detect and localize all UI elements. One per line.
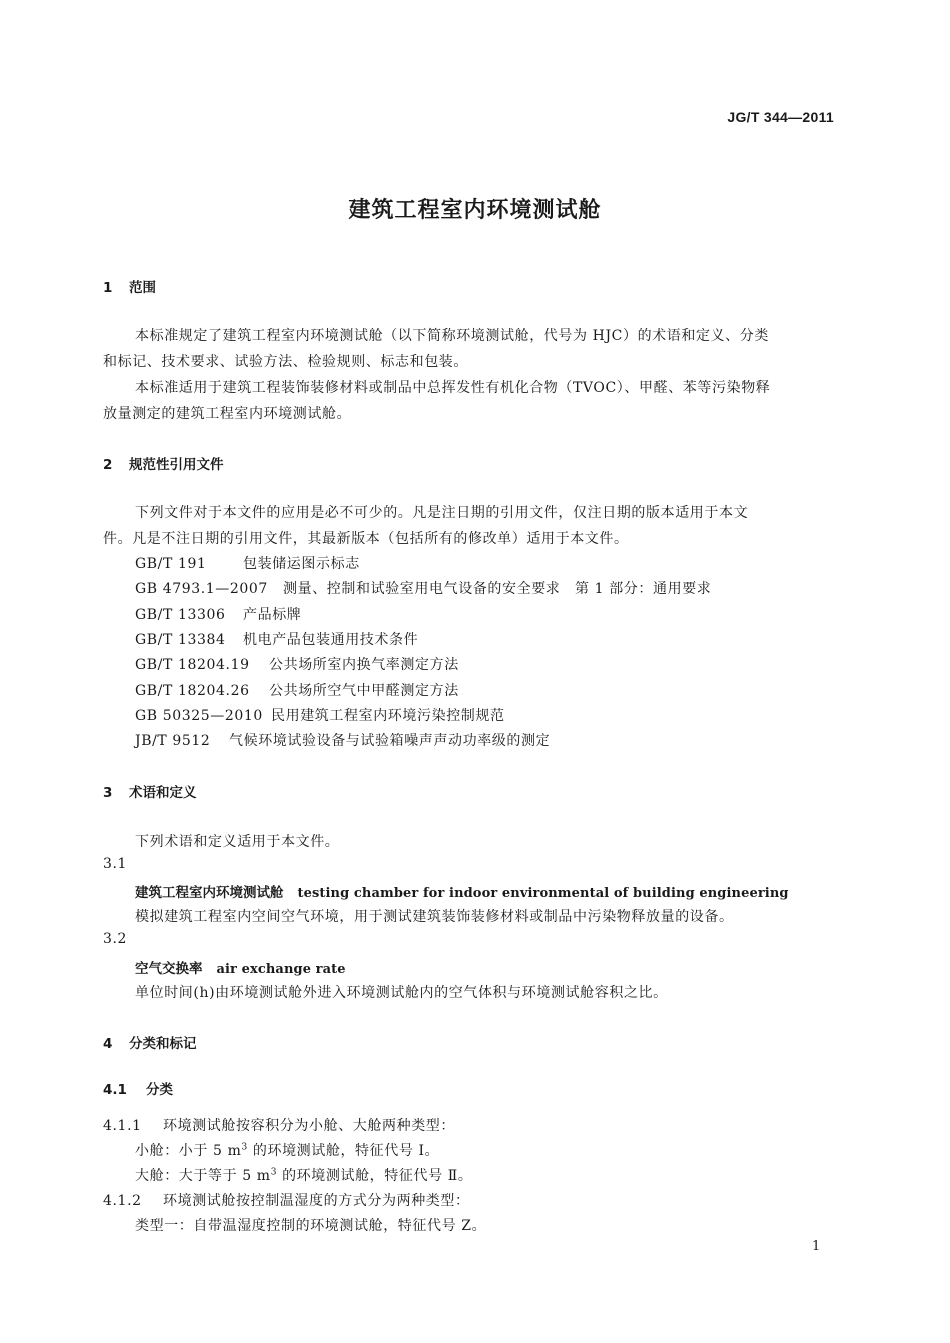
term-entry xyxy=(135,881,789,901)
paragraph-line: 和标记、技术要求、试验方法、检验规则、标志和包装。 xyxy=(103,354,468,370)
subsection-title: 分类 xyxy=(146,1082,173,1098)
clause-item-text: 小舱：小于 5 m xyxy=(135,1143,242,1159)
term-english: air exchange rate xyxy=(216,962,346,977)
term-number: 3.2 xyxy=(103,931,128,947)
clause-item-text: 大舱：大于等于 5 m xyxy=(135,1168,271,1184)
paragraph-line: 本标准规定了建筑工程室内环境测试舱（以下简称环境测试舱，代号为 HJC）的术语和定义、分类 xyxy=(135,328,769,344)
clause-number: 4.1.1 xyxy=(103,1118,142,1134)
reference-item xyxy=(135,730,550,750)
reference-title: 包装储运图示标志 xyxy=(243,556,360,572)
reference-item xyxy=(135,705,505,725)
section-title: 规范性引用文件 xyxy=(129,457,224,473)
reference-title: 机电产品包装通用技术条件 xyxy=(243,632,419,648)
section-title: 分类和标记 xyxy=(129,1036,197,1052)
clause-number: 4.1.2 xyxy=(103,1193,142,1209)
reference-title: 产品标牌 xyxy=(243,607,302,623)
standard-code: JG/T 344—2011 xyxy=(727,109,834,125)
term-definition: 单位时间(h)由环境测试舱外进入环境测试舱内的空气体积与环境测试舱容积之比。 xyxy=(135,985,668,1001)
term-number: 3.1 xyxy=(103,856,128,872)
clause-item-text: 的环境测试舱，特征代号 Ⅱ。 xyxy=(277,1168,473,1184)
term-chinese: 建筑工程室内环境测试舱 xyxy=(135,885,284,901)
clause-text: 环境测试舱按控制温湿度的方式分为两种类型： xyxy=(163,1193,470,1209)
clause-text: 环境测试舱按容积分为小舱、大舱两种类型： xyxy=(163,1118,455,1134)
reference-code: GB 50325—2010 xyxy=(135,708,263,724)
document-title: 建筑工程室内环境测试舱 xyxy=(348,198,602,223)
paragraph-line: 本标准适用于建筑工程装饰装修材料或制品中总挥发性有机化合物（TVOC）、甲醛、苯等污染物释 xyxy=(135,380,771,396)
reference-code: JB/T 9512 xyxy=(135,733,211,749)
superscript: 3 xyxy=(241,1142,248,1153)
term-entry xyxy=(135,957,346,977)
term-definition: 模拟建筑工程室内空间空气环境，用于测试建筑装饰装修材料或制品中污染物释放量的设备。 xyxy=(135,909,734,925)
reference-title: 气候环境试验设备与试验箱噪声声动功率级的测定 xyxy=(229,733,551,749)
paragraph-line: 下列术语和定义适用于本文件。 xyxy=(135,834,340,850)
section-number: 2 xyxy=(103,457,113,473)
reference-item xyxy=(135,553,360,573)
clause-4-1-2 xyxy=(103,1190,470,1210)
clause-item-text: 的环境测试舱，特征代号 Ⅰ。 xyxy=(247,1143,440,1159)
clause-item xyxy=(135,1140,439,1160)
reference-title: 公共场所室内换气率测定方法 xyxy=(269,657,459,673)
page-number: 1 xyxy=(812,1239,821,1254)
reference-code: GB 4793.1—2007 xyxy=(135,581,268,597)
section-4-heading xyxy=(103,1032,197,1052)
section-3-heading xyxy=(103,781,197,801)
reference-item xyxy=(135,604,301,624)
paragraph-line: 件。凡是不注日期的引用文件，其最新版本（包括所有的修改单）适用于本文件。 xyxy=(103,531,629,547)
superscript: 3 xyxy=(270,1167,278,1178)
term-english: testing chamber for indoor environmental of building engineering xyxy=(297,886,789,901)
clause-item xyxy=(135,1165,472,1185)
reference-code: GB/T 191 xyxy=(135,556,207,572)
reference-title: 测量、控制和试验室用电气设备的安全要求 第 1 部分：通用要求 xyxy=(283,581,712,597)
clause-4-1-1 xyxy=(103,1115,455,1135)
reference-code: GB/T 18204.19 xyxy=(135,657,250,673)
clause-item: 类型一：自带温湿度控制的环境测试舱，特征代号 Z。 xyxy=(135,1218,487,1234)
section-title: 范围 xyxy=(129,280,156,296)
subsection-number: 4.1 xyxy=(103,1082,127,1098)
section-number: 4 xyxy=(103,1036,113,1052)
reference-item xyxy=(135,629,418,649)
section-title: 术语和定义 xyxy=(129,785,197,801)
section-number: 3 xyxy=(103,785,113,801)
term-chinese: 空气交换率 xyxy=(135,961,203,977)
paragraph-line: 下列文件对于本文件的应用是必不可少的。凡是注日期的引用文件，仅注日期的版本适用于本文 xyxy=(135,505,749,521)
reference-title: 公共场所空气中甲醛测定方法 xyxy=(269,683,459,699)
subsection-4-1-heading xyxy=(103,1078,173,1098)
paragraph-line: 放量测定的建筑工程室内环境测试舱。 xyxy=(103,406,352,422)
reference-item xyxy=(135,654,459,674)
section-number: 1 xyxy=(103,280,113,296)
reference-code: GB/T 18204.26 xyxy=(135,683,250,699)
reference-code: GB/T 13306 xyxy=(135,607,226,623)
reference-title: 民用建筑工程室内环境污染控制规范 xyxy=(271,708,505,724)
section-1-heading xyxy=(103,276,156,296)
reference-code: GB/T 13384 xyxy=(135,632,226,648)
section-2-heading xyxy=(103,453,224,473)
reference-item xyxy=(135,680,459,700)
reference-item xyxy=(135,578,711,598)
